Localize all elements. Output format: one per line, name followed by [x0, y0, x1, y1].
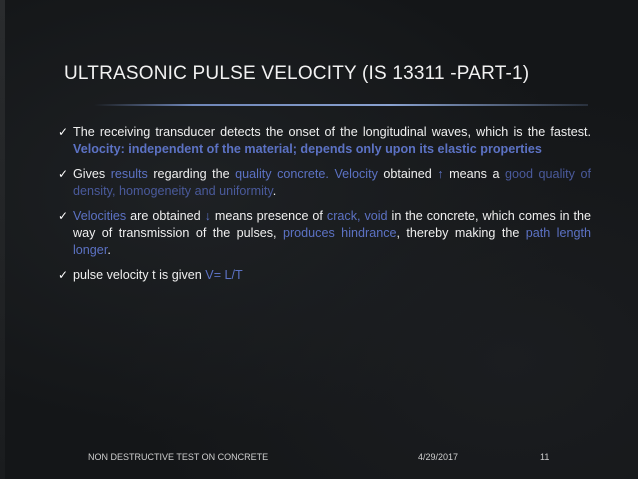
bullet-segment: regarding the [147, 167, 236, 181]
highlight-segment: good quality of density, homogeneity and uniformity [73, 167, 591, 198]
bullet-segment: Gives [73, 167, 111, 181]
bullet-segment: , thereby making the [396, 226, 526, 240]
highlight-segment: ↓ [204, 209, 211, 223]
bullet-item [58, 267, 591, 284]
checkmark-icon: ✓ [58, 209, 69, 223]
footer-date: 4/29/2017 [418, 452, 459, 462]
checkmark-icon: ✓ [58, 268, 69, 282]
bullet-item [58, 208, 591, 259]
left-edge-bar [0, 0, 5, 479]
highlight-segment: produces hindrance [282, 226, 397, 240]
bullet-segment: obtained [377, 167, 438, 181]
bullet-segment: . [272, 184, 277, 198]
footer-title: NON DESTRUCTIVE TEST ON CONCRETE [88, 452, 269, 462]
bullet-segment: pulse velocity t is given [73, 268, 206, 282]
highlight-segment: results [110, 167, 148, 181]
highlight-segment: quality concrete. [235, 167, 329, 181]
bullet-text [73, 268, 243, 282]
bullet-segment: means presence of [210, 209, 327, 223]
highlight-segment: ↑ [437, 167, 444, 181]
bullet-segment: . [107, 243, 111, 257]
highlight-segment: crack, void [326, 209, 388, 223]
title-underline [94, 104, 588, 106]
highlight-segment: Velocity: independent of the material; depends only upon its elastic properties [73, 142, 542, 156]
slide-title: ULTRASONIC PULSE VELOCITY (IS 13311 -PART-1) [64, 63, 530, 84]
highlight-segment: Velocities [73, 209, 127, 223]
bullet-segment: in the concrete, which comes in the way of transmission of the pulses, [73, 209, 592, 240]
highlight-segment: path length longer [73, 226, 592, 257]
bullet-item [58, 124, 591, 158]
checkmark-icon: ✓ [58, 125, 69, 139]
bullet-text [73, 167, 591, 198]
checkmark-icon: ✓ [58, 167, 69, 181]
highlight-segment: V= L/T [205, 268, 243, 282]
bullet-text [73, 209, 591, 257]
highlight-segment: Velocity [334, 167, 378, 181]
bullet-item [58, 166, 591, 200]
bullet-segment: means a [443, 167, 505, 181]
bullet-text [73, 125, 591, 156]
bullet-list [58, 124, 591, 292]
bullet-segment: The receiving transducer detects the onset of the longitudinal waves, which is the fastest. [73, 125, 591, 139]
page-number: 11 [540, 452, 550, 462]
bullet-segment: are obtained [126, 209, 205, 223]
